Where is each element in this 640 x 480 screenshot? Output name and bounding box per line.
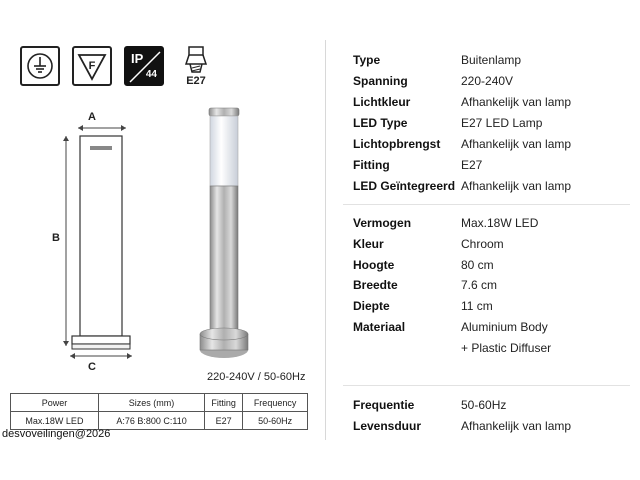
spec-key: Vermogen	[353, 216, 412, 230]
ip-label: IP	[131, 51, 144, 66]
spec-value: Buitenlamp	[461, 53, 522, 67]
table-header-row	[11, 394, 308, 412]
spec-table	[10, 393, 308, 430]
spec-key: Frequentie	[353, 398, 415, 412]
spec-value: Afhankelijk van lamp	[461, 419, 572, 433]
separator	[343, 385, 630, 386]
watermark: desvoveilingen@2026	[2, 428, 111, 440]
spec-value: + Plastic Diffuser	[461, 341, 552, 355]
dim-c-label: C	[88, 361, 96, 373]
e27-bulb-icon	[176, 46, 216, 86]
divider	[325, 40, 326, 440]
spec-value: E27	[461, 158, 483, 172]
spec-value: Chroom	[461, 237, 504, 251]
svg-text:F: F	[88, 60, 96, 72]
spec-value: Max.18W LED	[461, 216, 539, 230]
spec-key: Fitting	[353, 158, 390, 172]
spec-key: Hoogte	[353, 258, 395, 272]
spec-key: Materiaal	[353, 320, 406, 334]
spec-key: LED Geïntegreerd	[353, 179, 456, 193]
ip-number: 44	[145, 69, 157, 80]
spec-key: Diepte	[353, 299, 390, 313]
spec-key: Spanning	[353, 74, 408, 88]
dimension-drawing	[20, 108, 180, 378]
spec-value: Afhankelijk van lamp	[461, 137, 572, 151]
voltage-caption: 220-240V / 50-60Hz	[207, 371, 306, 383]
table-header-cell: Frequency	[243, 394, 308, 412]
spec-key: Lichtopbrengst	[353, 137, 441, 151]
lamp-photo	[190, 100, 260, 370]
spec-key: Kleur	[353, 237, 384, 251]
ground-symbol-icon	[20, 46, 60, 86]
table-cell: Max.18W LED	[11, 412, 99, 430]
table-header-cell: Sizes (mm)	[98, 394, 204, 412]
table-cell: A:76 B:800 C:110	[98, 412, 204, 430]
spec-key: LED Type	[353, 116, 408, 130]
spec-value: 7.6 cm	[461, 278, 498, 292]
spec-value: 220-240V	[461, 74, 514, 88]
spec-value: 11 cm	[461, 299, 493, 313]
ip44-rating-icon	[124, 46, 164, 86]
dim-a-label: A	[88, 111, 96, 123]
spec-key: Levensduur	[353, 419, 422, 433]
table-cell: E27	[205, 412, 243, 430]
e27-label: E27	[186, 75, 206, 87]
dim-b-label: B	[52, 232, 60, 244]
table-header-cell: Fitting	[205, 394, 243, 412]
table-row	[11, 412, 308, 430]
spec-value: E27 LED Lamp	[461, 116, 543, 130]
spec-value: 50-60Hz	[461, 398, 507, 412]
spec-key: Lichtkleur	[353, 95, 411, 109]
separator	[343, 204, 630, 205]
spec-key: Breedte	[353, 278, 398, 292]
spec-key: Type	[353, 53, 381, 67]
spec-value: 80 cm	[461, 258, 494, 272]
table-cell: 50-60Hz	[243, 412, 308, 430]
spec-value: Afhankelijk van lamp	[461, 95, 572, 109]
spec-value: Afhankelijk van lamp	[461, 179, 572, 193]
table-header-cell: Power	[11, 394, 99, 412]
spec-value: Aluminium Body	[461, 320, 548, 334]
f-mark-icon	[72, 46, 112, 86]
